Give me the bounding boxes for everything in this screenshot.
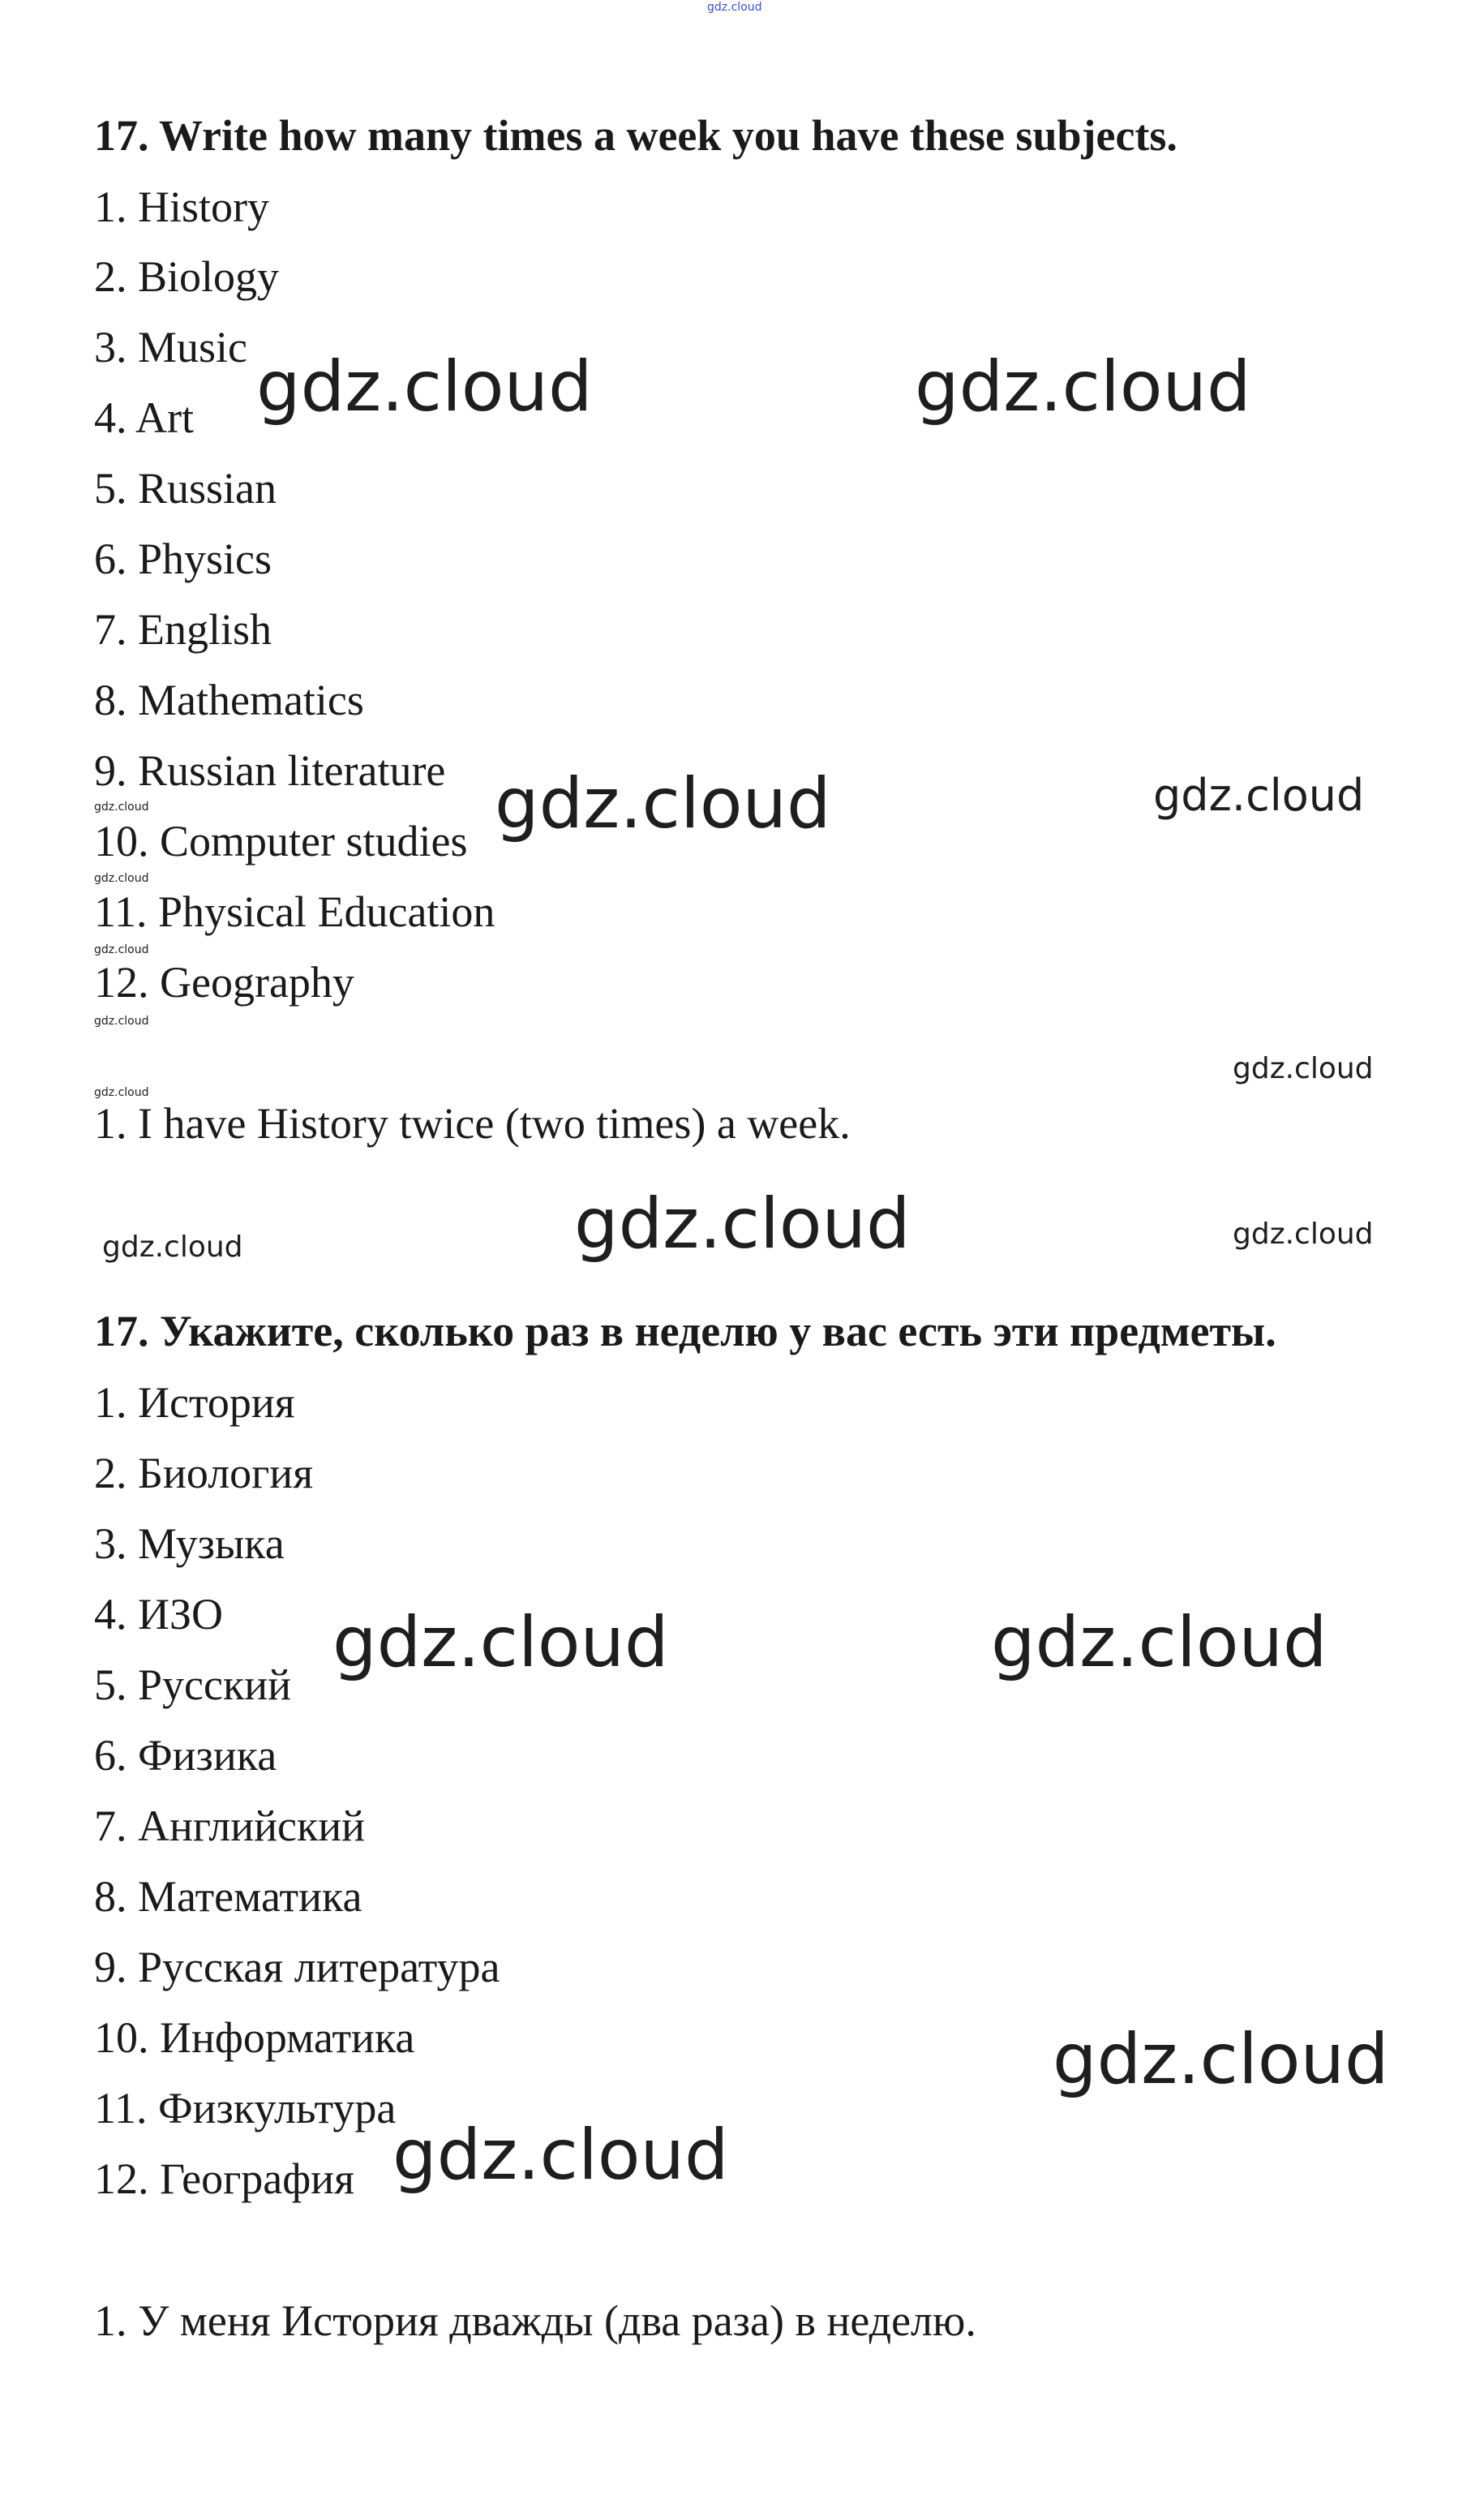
russian-item: 3. Музыка [94, 1519, 285, 1568]
watermark: gdz.cloud [1233, 1052, 1374, 1085]
russian-item: 12. География [94, 2154, 354, 2203]
russian-item: 11. Физкультура [94, 2084, 397, 2132]
watermark: gdz.cloud [102, 1231, 243, 1264]
english-item: 12. Geography [94, 958, 354, 1007]
watermark: gdz.cloud [915, 346, 1251, 427]
russian-item: 9. Русская литература [94, 1943, 500, 1991]
watermark: gdz.cloud [256, 346, 593, 427]
watermark: gdz.cloud [392, 2115, 729, 2196]
english-item: 3. Music [94, 323, 247, 372]
watermark: gdz.cloud [94, 943, 149, 956]
russian-item: 7. Английский [94, 1802, 366, 1850]
english-item: 8. Mathematics [94, 676, 364, 724]
english-item: 6. Physics [94, 535, 272, 583]
english-answer: 1. I have History twice (two times) a week. [94, 1099, 851, 1148]
watermark: gdz.cloud [94, 1015, 149, 1028]
english-item: 7. English [94, 605, 272, 654]
russian-item: 8. Математика [94, 1872, 362, 1921]
english-item: 10. Computer studies [94, 817, 468, 865]
watermark: gdz.cloud [1053, 2019, 1389, 2100]
watermark: gdz.cloud [1233, 1218, 1374, 1251]
watermark: gdz.cloud [94, 1086, 149, 1099]
english-item: 11. Physical Education [94, 887, 495, 936]
watermark: gdz.cloud [991, 1602, 1327, 1683]
watermark: gdz.cloud [495, 763, 831, 844]
english-item: 2. Biology [94, 252, 280, 301]
russian-item: 5. Русский [94, 1660, 291, 1709]
watermark: gdz.cloud [94, 801, 149, 814]
watermark-top: gdz.cloud [707, 1, 762, 14]
english-item: 1. History [94, 183, 269, 231]
russian-heading: 17. Укажите, сколько раз в неделю у вас есть эти предметы. [94, 1307, 1276, 1355]
watermark: gdz.cloud [574, 1183, 911, 1265]
watermark: gdz.cloud [94, 872, 149, 885]
watermark: gdz.cloud [332, 1602, 669, 1683]
watermark: gdz.cloud [1153, 770, 1365, 821]
russian-item: 10. Информатика [94, 2013, 415, 2062]
russian-item: 6. Физика [94, 1731, 277, 1780]
english-item: 9. Russian literature [94, 746, 446, 795]
russian-item: 2. Биология [94, 1449, 314, 1497]
russian-answer: 1. У меня История дважды (два раза) в неделю. [94, 2296, 976, 2345]
english-heading: 17. Write how many times a week you have these subjects. [94, 111, 1177, 160]
english-item: 4. Art [94, 393, 195, 442]
english-item: 5. Russian [94, 464, 277, 513]
russian-item: 1. История [94, 1378, 295, 1427]
russian-item: 4. ИЗО [94, 1590, 224, 1639]
